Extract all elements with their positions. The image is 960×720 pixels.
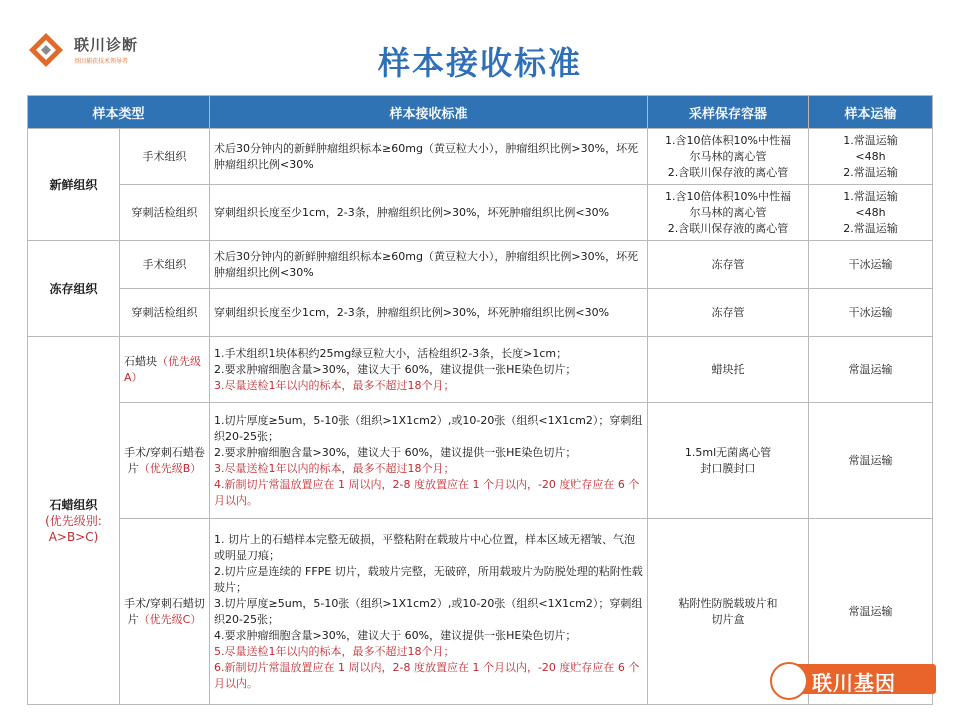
- sub-type: 石蜡块（优先级A）: [120, 337, 210, 403]
- watermark: [770, 658, 940, 700]
- group-ffpe: 石蜡组织 (优先级别: A>B>C): [28, 337, 120, 705]
- container-cell: 粘附性防脱载玻片和 切片盒: [648, 519, 809, 705]
- table-row: [28, 289, 933, 337]
- sub-type: 手术/穿刺石蜡卷片（优先级B）: [120, 403, 210, 519]
- container-cell: 冻存管: [648, 241, 809, 289]
- header-sample-type: 样本类型: [28, 96, 210, 129]
- standard-text: 穿刺组织长度至少1cm，2-3条，肿瘤组织比例>30%，坏死肿瘤组织比例<30%: [210, 289, 648, 337]
- standard-text: 1.手术组织1块体积约25mg绿豆粒大小，活检组织2-3条，长度>1cm； 2.要求肿瘤细胞含量>30%，建议大于 60%，建议提供一张HE染色切片； 3.尽量送检1年以内的标本，最多不超过18个月；: [210, 337, 648, 403]
- transport-cell: 常温运输: [809, 519, 933, 705]
- sub-type: 手术/穿刺石蜡切片（优先级C）: [120, 519, 210, 705]
- standard-text: 1.切片厚度≥5um，5-10张（组织>1X1cm2）,或10-20张（组织<1X1cm2）；穿刺组织20-25张； 2.要求肿瘤细胞含量>30%，建议大于 60%，建议提供一张HE染色切片； 3.尽量送检1年以内的标本，最多不超过18个月； 4.新制切片常温放置应在 1 周以内，2-8 度放置应在 1 个月以内，-20 度贮存应在 6 个月以内。: [210, 403, 648, 519]
- table-header-row: [28, 96, 933, 129]
- page-title: 样本接收标准: [377, 44, 582, 82]
- transport-cell: 1.常温运输 <48h 2.常温运输: [809, 129, 933, 185]
- table-row: [28, 129, 933, 185]
- sample-standards-table: [27, 95, 933, 705]
- wechat-icon: [770, 662, 808, 700]
- header-standard: 样本接收标准: [210, 96, 648, 129]
- container-cell: 1.含10倍体积10%中性福 尔马林的离心管 2.含联川保存液的离心管: [648, 129, 809, 185]
- transport-cell: 干冰运输: [809, 289, 933, 337]
- transport-cell: 常温运输: [809, 337, 933, 403]
- table-row: [28, 337, 933, 403]
- container-cell: 1.5ml无菌离心管 封口膜封口: [648, 403, 809, 519]
- header-container: 采样保存容器: [648, 96, 809, 129]
- standard-text: 穿刺组织长度至少1cm，2-3条，肿瘤组织比例>30%，坏死肿瘤组织比例<30%: [210, 185, 648, 241]
- sub-type: 穿刺活检组织: [120, 289, 210, 337]
- group-fresh: 新鲜组织: [28, 129, 120, 241]
- standard-text: 术后30分钟内的新鲜肿瘤组织标本≥60mg（黄豆粒大小），肿瘤组织比例>30%，坏死肿瘤组织比例<30%: [210, 129, 648, 185]
- group-frozen: 冻存组织: [28, 241, 120, 337]
- container-cell: 蜡块托: [648, 337, 809, 403]
- container-cell: 1.含10倍体积10%中性福 尔马林的离心管 2.含联川保存液的离心管: [648, 185, 809, 241]
- watermark-text: 联川基因: [812, 671, 896, 695]
- table-row: [28, 185, 933, 241]
- brand-name: 联川诊断: [74, 36, 139, 54]
- sub-type: 手术组织: [120, 241, 210, 289]
- transport-cell: 干冰运输: [809, 241, 933, 289]
- sub-type: 手术组织: [120, 129, 210, 185]
- table-row: [28, 403, 933, 519]
- container-cell: 冻存管: [648, 289, 809, 337]
- transport-cell: 常温运输: [809, 403, 933, 519]
- standard-text: 术后30分钟内的新鲜肿瘤组织标本≥60mg（黄豆粒大小），肿瘤组织比例>30%，坏死肿瘤组织比例<30%: [210, 241, 648, 289]
- sub-type: 穿刺活检组织: [120, 185, 210, 241]
- brand-tagline: 基因捕获技术领导者: [74, 58, 129, 65]
- header-transport: 样本运输: [809, 96, 933, 129]
- standard-text: 1. 切片上的石蜡样本完整无破损，平整粘附在载玻片中心位置，样本区域无褶皱、气泡或明显刀痕； 2.切片应是连续的 FFPE 切片，载玻片完整，无破碎，所用载玻片为防脱处理的粘附性载玻片； 3.切片厚度≥5um，5-10张（组织>1X1cm2）,或10-20张（组织<1X1cm2）；穿刺组织20-25张； 4.要求肿瘤细胞含量>30%，建议大于 60%，建议提供一张HE染色切片； 5.尽量送检1年以内的标本，最多不超过18个月； 6.新制切片常温放置应在 1 周以内，2-8 度放置应在 1 个月以内，-20 度贮存应在 6 个月以内。: [210, 519, 648, 705]
- table-row: [28, 241, 933, 289]
- transport-cell: 1.常温运输 <48h 2.常温运输: [809, 185, 933, 241]
